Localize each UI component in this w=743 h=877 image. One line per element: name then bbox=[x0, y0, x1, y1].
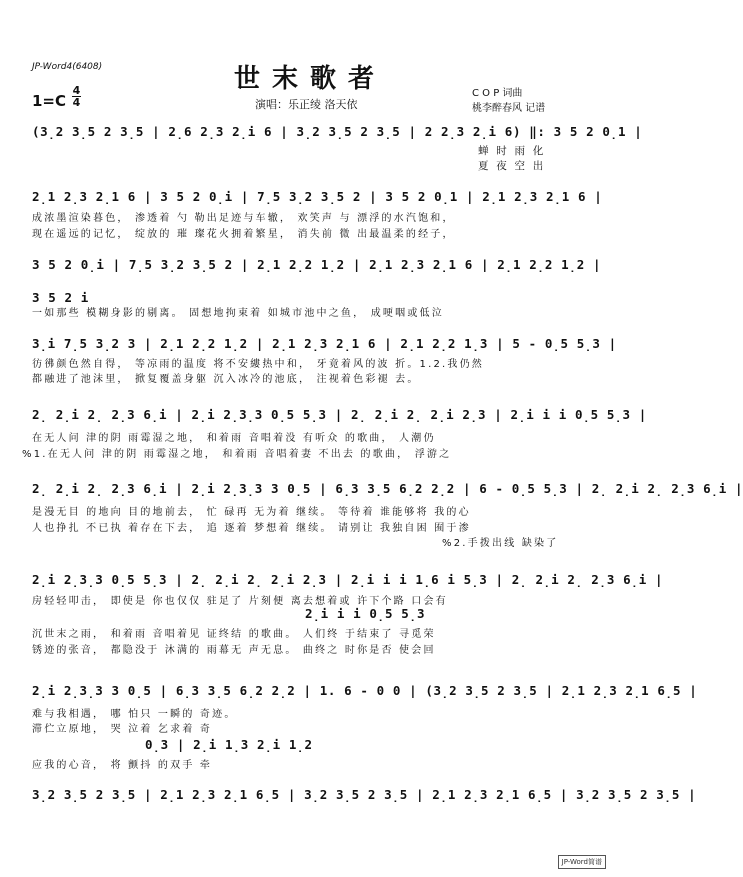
lyric-line: 房轻轻叩击， 即使是 你也仅仅 驻足了 片刻便 离去想着或 许下个路 口会有 bbox=[32, 596, 448, 607]
notation-line-7: 2̣i 2̣3̣3 0̣5 5̣3 | 2̣ 2̣i 2̣ 2̣i 2̣3 | 2̣i i i 1̣6 i 5̣3 | 2̣ 2̣i 2̣ 2̣3 6̣i | bbox=[32, 572, 664, 587]
lyric-line: 滞伫立原地， 哭 泣着 乞求着 奇 bbox=[32, 724, 213, 735]
lyric-line: 成浓墨渲染暮色， 渗透着 勺 勒出足迹与车辙， 欢笑声 与 漂浮的水汽饱和， bbox=[32, 213, 455, 224]
transcriber: 桃李醉春风 记谱 bbox=[472, 103, 546, 114]
time-bottom: 4 bbox=[72, 96, 81, 109]
notation-alt: 0̣3 | 2̣i 1̣3 2̣i 1̣2 bbox=[145, 737, 313, 752]
notation-line-3: 3 5 2 0̣i | 7̣5 3̣2 3̣5 2 | 2̣1 2̣2 1̣2 | 2̣1 2̣3 2̣1 6 | 2̣1 2̣2 1̣2 | bbox=[32, 257, 602, 272]
lyric-line: 夏 夜 空 出 bbox=[478, 160, 546, 172]
lyric-line: 蝉 时 雨 化 bbox=[478, 145, 546, 157]
lyric-line: 现在遥远的记忆， 绽放的 璀 璨花火拥着繁星， 消失前 微 出最温柔的经子， bbox=[32, 229, 455, 240]
notation-line-8: 2̣i 2̣3̣3 3 0̣5 | 6̣3 3̣5 6̣2 2̣2 | 1. 6 - 0 0 | (3̣2 3̣5 2 3̣5 | 2̣1 2̣3 2̣1 6̣5 | bbox=[32, 683, 698, 698]
software-stamp: JP-Word简谱 bbox=[558, 855, 606, 869]
lyric-line: 人也挣扎 不已执 着存在下去， 追 逐着 梦想着 继续。 请别让 我独自困 囿于渗 bbox=[32, 523, 471, 534]
lyric-line: 锈迹的张音， 都隐没于 沐满的 雨幕无 声无息。 曲终之 时你是否 使会回 bbox=[32, 645, 436, 656]
lyric-line: %1.在无人问 津的阴 雨霉湿之地， 和着雨 音唱着妻 不出去 的歌曲， 浮游之 bbox=[22, 449, 452, 460]
lyric-line: 应我的心音， 将 颤抖 的双手 牵 bbox=[32, 760, 213, 771]
notation-line-9: 3̣2 3̣5 2 3̣5 | 2̣1 2̣3 2̣1 6̣5 | 3̣2 3̣5 2 3̣5 | 2̣1 2̣3 2̣1 6̣5 | 3̣2 3̣5 2 3̣5 | bbox=[32, 787, 697, 802]
notation-line-5: 2̣ 2̣i 2̣ 2̣3 6̣i | 2̣i 2̣3̣3 0̣5 5̣3 | 2̣ 2̣i 2̣ 2̣i 2̣3 | 2̣i i i 0̣5 5̣3 | bbox=[32, 407, 647, 422]
notation-line-1: (3̣2 3̣5 2 3̣5 | 2̣6 2̣3 2̣i 6 | 3̣2 3̣5 2 3̣5 | 2 2̣3 2̣i 6) ‖: 3 5 2 0̣1 | bbox=[32, 124, 643, 139]
notation-alt: 2̣i i i 0̣5 5̣3 bbox=[305, 606, 426, 621]
lyric-line: 彷彿颜色然自得， 等凉雨的温度 将不安縷热中和， 牙竟着风的波 折。1.2.我仍然 bbox=[32, 359, 484, 370]
lyric-line: 是漫无目 的地向 目的地前去， 忙 碌再 无为着 继续。 等待着 谁能够将 我的心 bbox=[32, 507, 471, 518]
lyricist-composer: C O P 词曲 bbox=[472, 88, 523, 99]
time-signature bbox=[72, 85, 81, 108]
key-signature: 1=C bbox=[32, 92, 67, 110]
segno-lyric: %2.手拨出线 缺染了 bbox=[442, 538, 559, 549]
lyric-line: 在无人问 津的阴 雨霉湿之地， 和着雨 音唱着没 有听众 的歌曲， 人潮仍 bbox=[32, 433, 436, 444]
lyric-line: 一如那些 模糊身影的剔离。 固想地拘束着 如城市池中之鱼， 成哽咽或低泣 bbox=[32, 308, 444, 319]
software-tag: JP-Word4(6408) bbox=[32, 62, 103, 72]
notation-alt: 3 5 2 i bbox=[32, 290, 89, 305]
singers: 演唱：乐正绫 洛天依 bbox=[255, 98, 358, 111]
lyric-line: 沉世末之雨， 和着雨 音唱着见 证终结 的歌曲。 人们终 于结束了 寻觅荣 bbox=[32, 629, 436, 640]
notation-line-6: 2̣ 2̣i 2̣ 2̣3 6̣i | 2̣i 2̣3̣3 3 0̣5 | 6̣3 3̣5 6̣2 2̣2 | 6 - 0̣5 5̣3 | 2̣ 2̣i 2̣ 2̣3 6̣i | bbox=[32, 481, 743, 496]
song-title: 世末歌者 bbox=[233, 64, 386, 94]
lyric-line: 难与我相遇， 哪 怕只 一瞬的 奇迹。 bbox=[32, 709, 237, 720]
notation-line-2: 2̣1 2̣3 2̣1 6 | 3 5 2 0̣i | 7̣5 3̣2 3̣5 2 | 3 5 2 0̣1 | 2̣1 2̣3 2̣1 6 | bbox=[32, 189, 603, 204]
lyric-line: 都融进了池沫里， 掀复覆盖身躯 沉入冰冷的池底， 注视着色彩褪 去。 bbox=[32, 374, 420, 385]
notation-line-4: 3̣i 7̣5 3̣2 3 | 2̣1 2̣2 1̣2 | 2̣1 2̣3 2̣1 6 | 2̣1 2̣2 1̣3 | 5 - 0̣5 5̣3 | bbox=[32, 336, 617, 351]
time-top: 4 bbox=[72, 84, 81, 97]
